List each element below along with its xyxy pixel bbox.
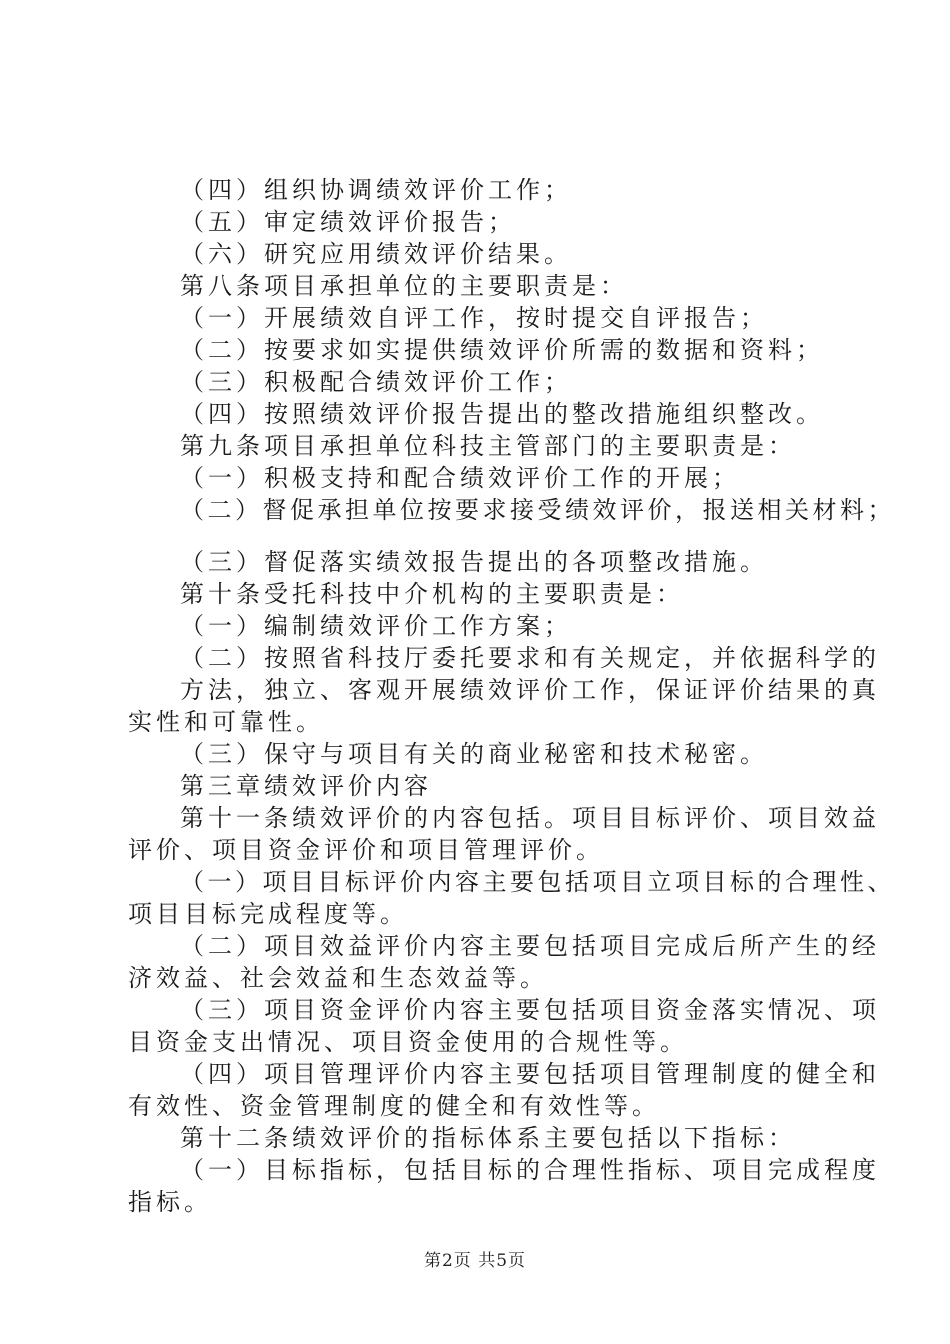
text-line: （三）积极配合绩效评价工作； [180, 368, 572, 396]
text-line: （二）督促承担单位按要求接受绩效评价，报送相关材料； [180, 496, 895, 524]
text-line: 指标。 [128, 1188, 212, 1216]
text-line: （一）积极支持和配合绩效评价工作的开展； [180, 464, 740, 492]
text-line: （二）项目效益评价内容主要包括项目完成后所产生的经 [180, 932, 880, 960]
text-line: （三）项目资金评价内容主要包括项目资金落实情况、项 [180, 996, 880, 1024]
text-line: 第八条项目承担单位的主要职责是： [180, 272, 628, 300]
text-line: （一）开展绩效自评工作，按时提交自评报告； [180, 304, 768, 332]
page-footer: 第2页 共5页 [423, 1251, 527, 1271]
text-line: （四）按照绩效评价报告提出的整改措施组织整改。 [180, 400, 824, 428]
text-line: 实性和可靠性。 [128, 708, 324, 736]
text-line: （六）研究应用绩效评价结果。 [180, 240, 572, 268]
text-line: 方法，独立、客观开展绩效评价工作，保证评价结果的真 [180, 676, 880, 704]
text-line: （三）督促落实绩效报告提出的各项整改措施。 [180, 548, 768, 576]
text-line: （四）项目管理评价内容主要包括项目管理制度的健全和 [180, 1060, 880, 1088]
text-line: 第十一条绩效评价的内容包括。项目目标评价、项目效益 [180, 804, 880, 832]
text-line: 评价、项目资金评价和项目管理评价。 [128, 836, 604, 864]
text-line: 第九条项目承担单位科技主管部门的主要职责是： [180, 432, 796, 460]
text-line: 第十二条绩效评价的指标体系主要包括以下指标： [180, 1124, 796, 1152]
text-line: 项目目标完成程度等。 [128, 900, 408, 928]
text-line: 目资金支出情况、项目资金使用的合规性等。 [128, 1028, 688, 1056]
text-line: （一）编制绩效评价工作方案； [180, 612, 572, 640]
text-line: （二）按照省科技厅委托要求和有关规定，并依据科学的 [180, 644, 880, 672]
text-line: （三）保守与项目有关的商业秘密和技术秘密。 [180, 740, 768, 768]
text-line: （五）审定绩效评价报告； [180, 208, 516, 236]
text-line: （一）目标指标，包括目标的合理性指标、项目完成程度 [180, 1156, 880, 1184]
text-line: （二）按要求如实提供绩效评价所需的数据和资料； [180, 336, 824, 364]
text-line: 第十条受托科技中介机构的主要职责是： [180, 580, 684, 608]
section-heading: 第三章绩效评价内容 [180, 772, 432, 800]
text-line: （一）项目目标评价内容主要包括项目立项目标的合理性、 [180, 868, 895, 896]
text-line: 济效益、社会效益和生态效益等。 [128, 964, 548, 992]
text-line: （四）组织协调绩效评价工作； [180, 176, 572, 204]
text-line: 有效性、资金管理制度的健全和有效性等。 [128, 1092, 660, 1120]
